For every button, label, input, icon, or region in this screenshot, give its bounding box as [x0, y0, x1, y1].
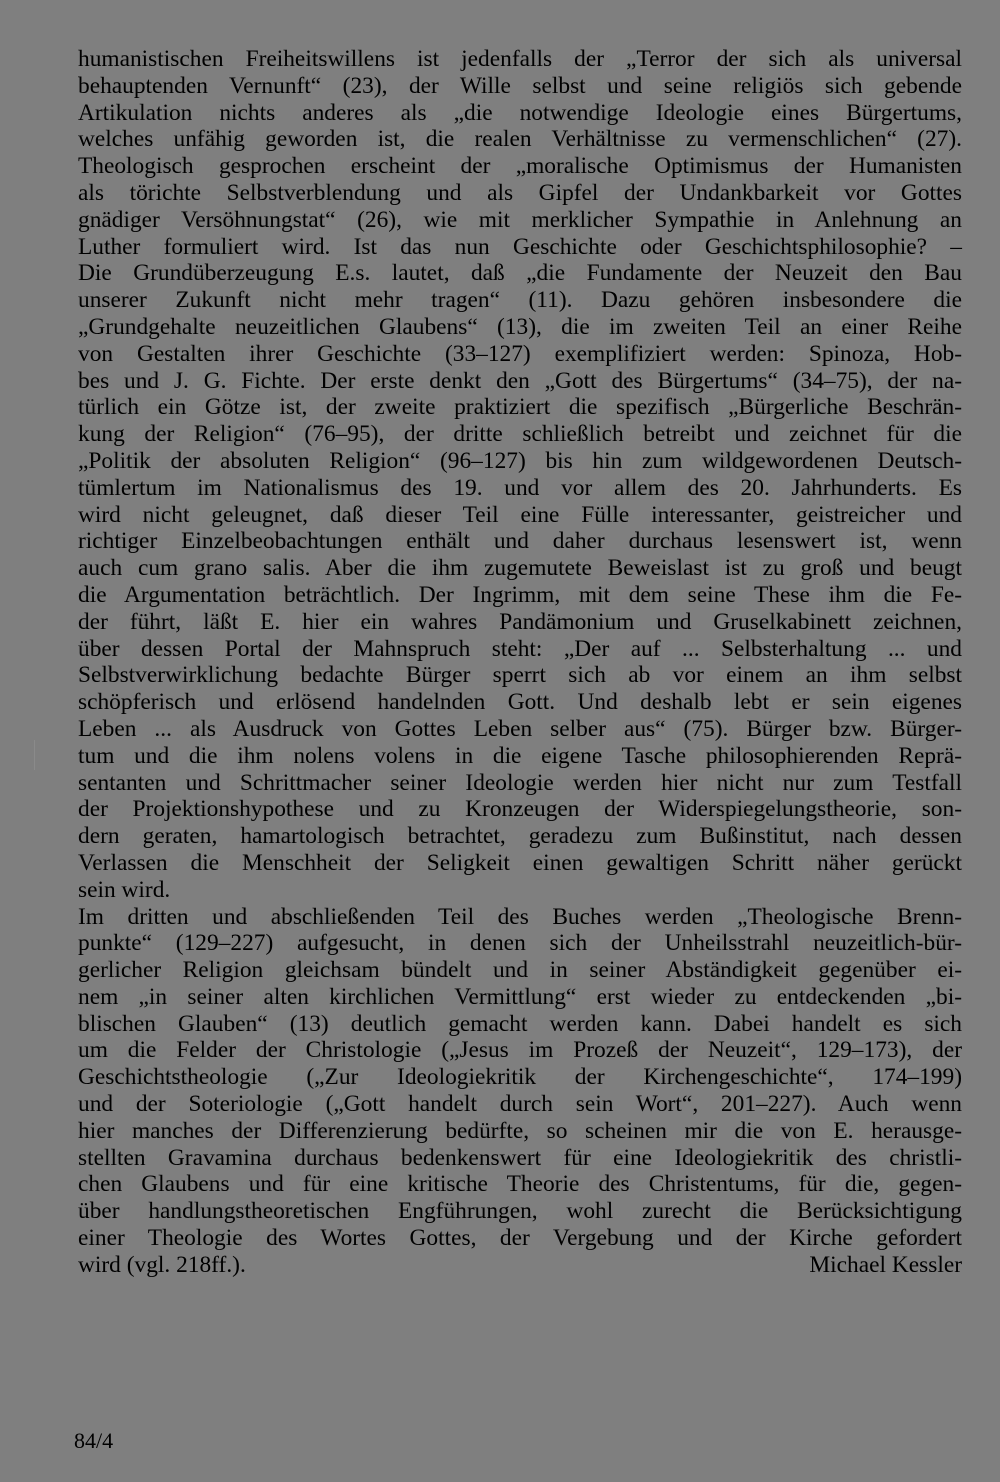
text-line: kung der Religion“ (76–95), der dritte schließlich betreibt und zeichnet für die: [78, 421, 962, 448]
text-line: dern geraten, hamartologisch betrachtet, geradezu zum Bußinstitut, nach dessen: [78, 823, 962, 850]
text-line: hier manches der Differenzierung bedürfte, so scheinen mir die von E. herausge-: [78, 1117, 962, 1144]
text-line: tum und die ihm nolens volens in die eigene Tasche philosophierenden Reprä-: [78, 742, 962, 769]
text-line: Luther formuliert wird. Ist das nun Geschichte oder Geschichtsphilosophie? –: [78, 233, 962, 260]
text-line-content: wird (vgl. 218ff.).: [78, 1251, 246, 1278]
text-line: Selbstverwirklichung bedachte Bürger sperrt sich ab vor einem an ihm selbst: [78, 662, 962, 689]
text-line: tümlertum im Nationalismus des 19. und vor allem des 20. Jahrhunderts. Es: [78, 474, 962, 501]
text-line: und der Soteriologie („Gott handelt durch sein Wort“, 201–227). Auch wenn: [78, 1091, 962, 1118]
text-line: „Politik der absoluten Religion“ (96–127) bis hin zum wildgewordenen Deutsch-: [78, 447, 962, 474]
text-line: der führt, läßt E. hier ein wahres Pandämonium und Gruselkabinett zeichnen,: [78, 608, 962, 635]
text-line: [78, 1252, 962, 1279]
text-line: von Gestalten ihrer Geschichte (33–127) exemplifiziert werden: Spinoza, Hob-: [78, 340, 962, 367]
text-line: humanistischen Freiheitswillens ist jedenfalls der „Terror der sich als universal: [78, 46, 962, 72]
text-line: schöpferisch und erlösend handelnden Gott. Und deshalb lebt er sein eigenes: [78, 689, 962, 716]
text-line: sein wird.: [78, 876, 171, 903]
text-line: bes und J. G. Fichte. Der erste denkt den „Gott des Bürgertums“ (34–75), der na-: [78, 367, 962, 394]
text-line: gnädiger Versöhnungstat“ (26), wie mit merklicher Sympathie in Anlehnung an: [78, 206, 962, 233]
text-line: Verlassen die Menschheit der Seligkeit einen gewaltigen Schritt näher gerückt: [78, 849, 962, 876]
text-line: Die Grundüberzeugung E.s. lautet, daß „die Fundamente der Neuzeit den Bau: [78, 260, 962, 287]
text-line: einer Theologie des Wortes Gottes, der Vergebung und der Kirche gefordert: [78, 1225, 962, 1252]
text-line: gerlicher Religion gleichsam bündelt und in seiner Abständigkeit gegenüber ei-: [78, 957, 962, 984]
text-line: Leben ... als Ausdruck von Gottes Leben selber aus“ (75). Bürger bzw. Bürger-: [78, 715, 962, 742]
text-line: richtiger Einzelbeobachtungen enthält und daher durchaus lesenswert ist, wenn: [78, 528, 962, 555]
text-line: chen Glaubens und für eine kritische Theorie des Christentums, für die, gegen-: [78, 1171, 962, 1198]
text-line: Artikulation nichts anderes als „die notwendige Ideologie eines Bürgertums,: [78, 99, 962, 126]
text-line: welches unfähig geworden ist, die realen Verhältnisse zu vermenschlichen“ (27).: [78, 126, 962, 153]
text-line: Im dritten und abschließenden Teil des Buches werden „Theologische Brenn-: [78, 903, 962, 930]
text-line: als törichte Selbstverblendung und als Gipfel der Undankbarkeit vor Gottes: [78, 179, 962, 206]
text-line: stellten Gravamina durchaus bedenkenswert für eine Ideologiekritik des christli-: [78, 1144, 962, 1171]
text-line: wird nicht geleugnet, daß dieser Teil eine Fülle interessanter, geistreicher und: [78, 501, 962, 528]
text-line: um die Felder der Christologie („Jesus im Prozeß der Neuzeit“, 129–173), der: [78, 1037, 962, 1064]
text-line: über handlungstheoretischen Engführungen, wohl zurecht die Berücksichtigung: [78, 1198, 962, 1225]
text-line: Theologisch gesprochen erscheint der „moralische Optimismus der Humanisten: [78, 153, 962, 180]
text-line: behauptenden Vernunft“ (23), der Wille selbst und seine religiös sich gebende: [78, 72, 962, 99]
text-line: unserer Zukunft nicht mehr tragen“ (11). Dazu gehören insbesondere die: [78, 287, 962, 314]
text-line: „Grundgehalte neuzeitlichen Glaubens“ (13), die im zweiten Teil an einer Reihe: [78, 313, 962, 340]
text-line: über dessen Portal der Mahnspruch steht: „Der auf ... Selbsterhaltung ... und: [78, 635, 962, 662]
text-line: Geschichtstheologie („Zur Ideologiekritik der Kirchengeschichte“, 174–199): [78, 1064, 962, 1091]
text-line: die Argumentation beträchtlich. Der Ingrimm, mit dem seine These ihm die Fe-: [78, 581, 962, 608]
author-signature: Michael Kessler: [809, 1251, 962, 1278]
text-line: auch cum grano salis. Aber die ihm zugemutete Beweislast ist zu groß und beugt: [78, 555, 962, 582]
text-line: punkte“ (129–227) aufgesucht, in denen sich der Unheilsstrahl neuzeitlich-bür-: [78, 930, 962, 957]
text-line: blischen Glauben“ (13) deutlich gemacht werden kann. Dabei handelt es sich: [78, 1010, 962, 1037]
page-number: 84/4: [74, 1428, 114, 1453]
text-line: sentanten und Schrittmacher seiner Ideologie werden hier nicht nur zum Testfall: [78, 769, 962, 796]
text-line: nem „in seiner alten kirchlichen Vermittlung“ erst wieder zu entdeckenden „bi-: [78, 983, 962, 1010]
text-line: türlich ein Götze ist, der zweite praktiziert die spezifisch „Bürgerliche Beschrän-: [78, 394, 962, 421]
review-text: [78, 46, 962, 1279]
text-line: der Projektionshypothese und zu Kronzeugen der Widerspiegelungstheorie, son-: [78, 796, 962, 823]
margin-mark: [34, 740, 35, 770]
